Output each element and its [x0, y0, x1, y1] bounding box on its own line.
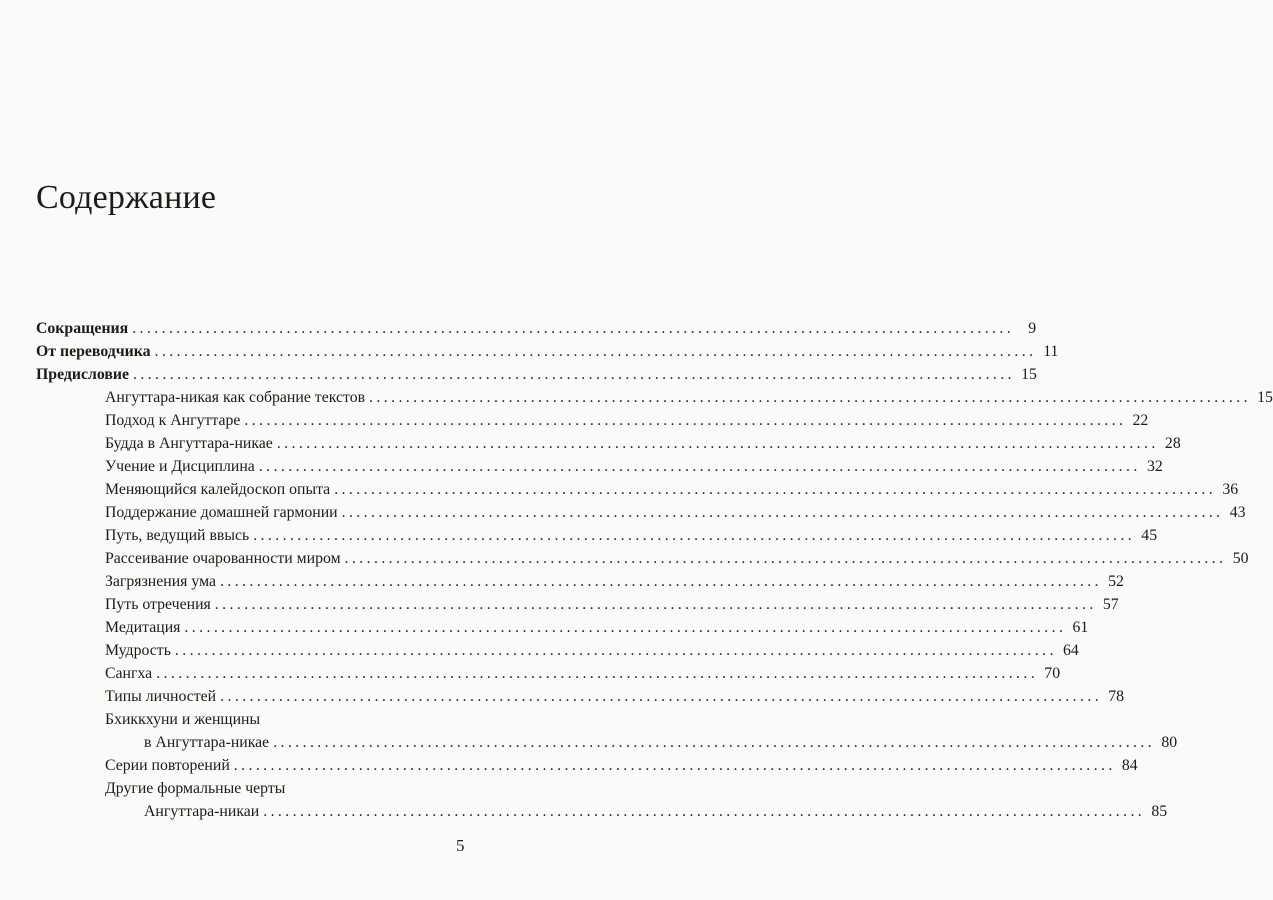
leader-dots: ........................................................................................................................: [258, 458, 1141, 475]
leader-dots: ........................................................................................................................: [341, 504, 1224, 521]
page-number: 5: [456, 836, 465, 855]
toc-subentry[interactable]: [36, 501, 1246, 524]
show-through-text: [130, 92, 133, 112]
toc-entry-page: 15: [1257, 389, 1273, 406]
toc-subentry[interactable]: [36, 455, 1163, 478]
toc-entry-label: Учение и Дисциплина: [105, 458, 255, 475]
toc-entry-label: Сокращения: [36, 320, 129, 337]
leader-dots: ........................................................................................................................: [154, 343, 1037, 360]
leader-dots: ........................................................................................................................: [133, 366, 1015, 383]
toc-entry-label: Путь отречения: [105, 596, 211, 613]
toc-entry-label: Серии повторений: [105, 757, 230, 774]
leader-dots: ........................................................................................................................: [369, 389, 1251, 406]
leader-dots: ........................................................................................................................: [156, 665, 1039, 682]
leader-dots: ........................................................................................................................: [220, 688, 1103, 705]
leader-dots: ........................................................................................................................: [253, 527, 1136, 544]
leader-dots: ........................................................................................................................: [244, 412, 1127, 429]
toc-entry-page: 32: [1146, 458, 1163, 475]
toc-subentry[interactable]: [36, 754, 1138, 777]
leader-dots: ........................................................................................................................: [220, 573, 1102, 590]
toc-entry-label: Медитация: [105, 619, 181, 636]
toc-entry-label: Путь, ведущий ввысь: [105, 527, 250, 544]
toc-entry-label: От переводчика: [36, 343, 151, 360]
toc-subentry[interactable]: [36, 570, 1124, 593]
toc-entry-label: Меняющийся калейдоскоп опыта: [105, 481, 331, 498]
leader-dots: ........................................................................................................................: [344, 550, 1227, 567]
toc-entry-page: 28: [1164, 435, 1181, 452]
toc-subentry-line1[interactable]: Бхиккхуни и женщины: [105, 711, 261, 728]
toc-subentry[interactable]: [36, 800, 1168, 823]
toc-entry-page: 80: [1161, 734, 1178, 751]
leader-dots: ........................................................................................................................: [233, 757, 1116, 774]
page-title: Содержание: [36, 179, 217, 216]
toc-entry-label: Загрязнения ума: [105, 573, 216, 590]
toc-entry-page: 9: [1028, 320, 1037, 337]
toc-subentry[interactable]: [36, 524, 1158, 547]
toc-entry-label: Подход к Ангуттаре: [105, 412, 241, 429]
toc-entry-label: Будда в Ангуттара-никае: [105, 435, 273, 452]
toc-entry-page: 22: [1132, 412, 1149, 429]
toc-entry-page: 43: [1229, 504, 1246, 521]
toc-entry-preface[interactable]: [36, 363, 1037, 386]
toc-entry-page: 11: [1043, 343, 1059, 360]
toc-entry-page: 70: [1044, 665, 1061, 682]
toc-subentry[interactable]: [36, 478, 1239, 501]
toc-entry-label: Ангуттара-никая как собрание текстов: [105, 389, 366, 406]
toc-entry-page: 52: [1108, 573, 1124, 590]
toc-subentry[interactable]: [36, 409, 1149, 432]
toc-subentry[interactable]: [36, 616, 1089, 639]
toc-entry-page: 36: [1222, 481, 1239, 498]
toc-entry-label: Типы личностей: [105, 688, 217, 705]
leader-dots: ........................................................................................................................: [184, 619, 1067, 636]
toc-entry-page: 57: [1102, 596, 1119, 613]
toc-subentry[interactable]: [36, 386, 1273, 409]
leader-dots: ........................................................................................................................: [214, 596, 1097, 613]
toc-subentry[interactable]: [36, 432, 1181, 455]
toc-entry-abbreviations[interactable]: [36, 317, 1037, 340]
leader-dots: ........................................................................................................................: [273, 734, 1156, 751]
table-of-contents: [36, 317, 1273, 823]
toc-entry-page: 84: [1121, 757, 1138, 774]
toc-entry-page: 50: [1232, 550, 1249, 567]
toc-entry-label: Предисловие: [36, 366, 129, 383]
toc-subentry[interactable]: [36, 685, 1125, 708]
toc-entry-translator[interactable]: [36, 340, 1059, 363]
leader-dots: ........................................................................................................................: [276, 435, 1159, 452]
leader-dots: ........................................................................................................................: [263, 803, 1146, 820]
leader-dots: ........................................................................................................................: [334, 481, 1217, 498]
toc-subentry[interactable]: [36, 662, 1061, 685]
toc-subentry[interactable]: [36, 639, 1079, 662]
toc-subentry-line1[interactable]: Другие формальные черты: [105, 780, 286, 797]
toc-entry-label: Ангуттара-никаи: [144, 803, 260, 820]
toc-entry-label: Сангха: [105, 665, 153, 682]
toc-entry-label: Рассеивание очарованности миром: [105, 550, 341, 567]
toc-entry-page: 85: [1151, 803, 1168, 820]
toc-entry-page: 15: [1021, 366, 1037, 383]
toc-entry-label: в Ангуттара-никае: [144, 734, 270, 751]
toc-entry-page: 64: [1063, 642, 1079, 659]
toc-subentry[interactable]: [36, 547, 1249, 570]
leader-dots: ........................................................................................................................: [132, 320, 1015, 337]
leader-dots: ........................................................................................................................: [174, 642, 1057, 659]
toc-entry-label: Мудрость: [105, 642, 171, 659]
toc-entry-page: 45: [1141, 527, 1158, 544]
toc-entry-page: 61: [1072, 619, 1089, 636]
toc-entry-page: 78: [1108, 688, 1125, 705]
toc-entry-label: Поддержание домашней гармонии: [105, 504, 338, 521]
toc-subentry[interactable]: [36, 593, 1119, 616]
toc-subentry[interactable]: [36, 731, 1178, 754]
